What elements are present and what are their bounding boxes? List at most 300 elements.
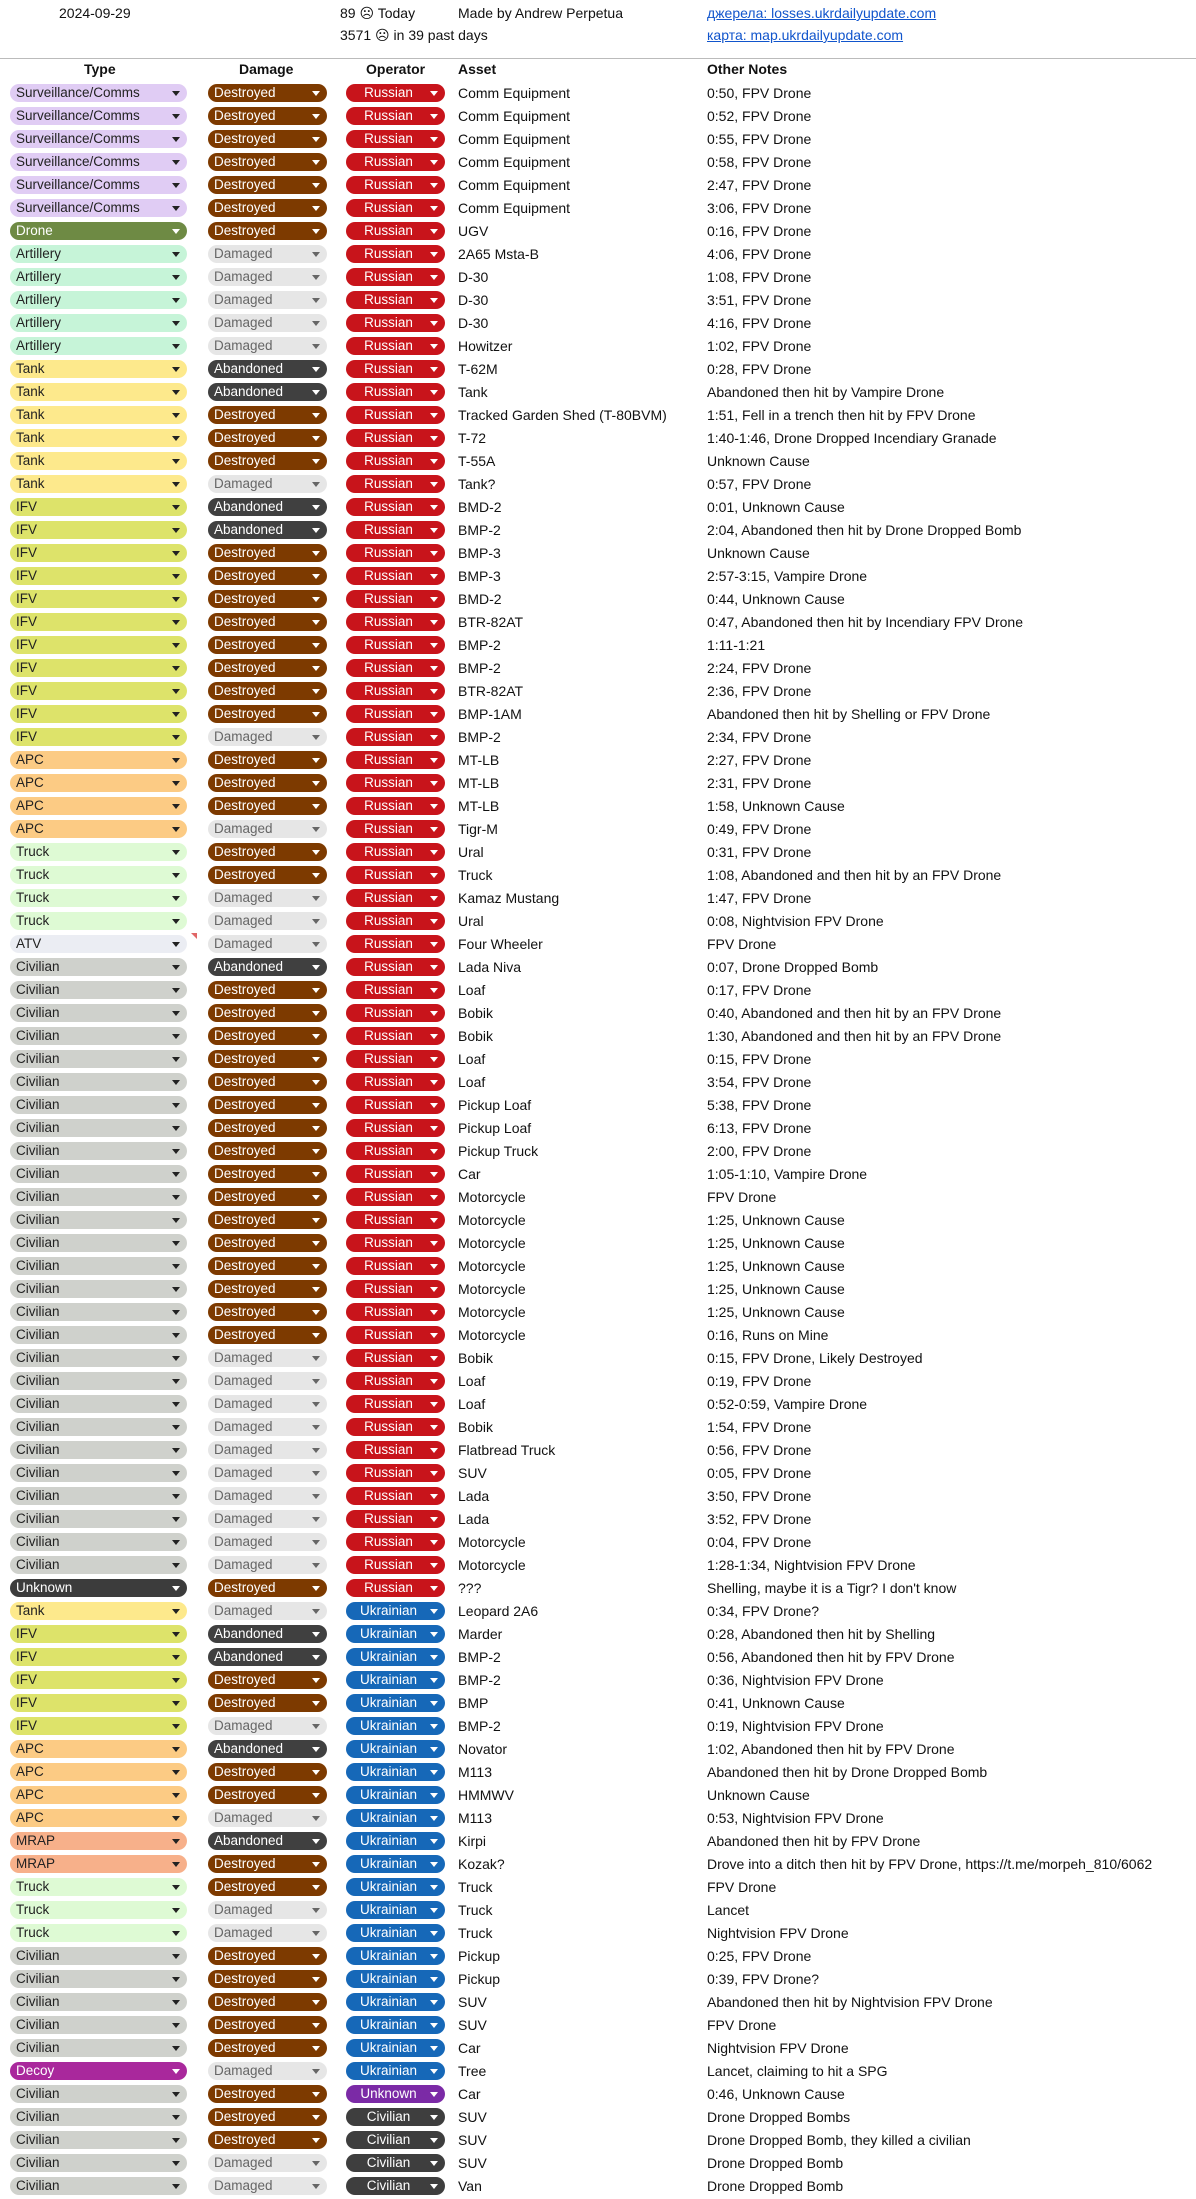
operator-dropdown[interactable] (346, 337, 445, 355)
asset-cell[interactable]: Pickup Loaf (458, 1097, 532, 1113)
operator-dropdown[interactable] (346, 1142, 445, 1160)
asset-cell[interactable]: Comm Equipment (458, 200, 571, 216)
operator-dropdown[interactable] (346, 590, 445, 608)
asset-cell[interactable]: BMP-3 (458, 568, 501, 584)
asset-cell[interactable]: Flatbread Truck (458, 1442, 556, 1458)
damage-dropdown[interactable] (208, 1970, 327, 1988)
notes-cell[interactable]: 0:31, FPV Drone (707, 844, 812, 860)
type-dropdown[interactable] (10, 705, 187, 723)
notes-cell[interactable]: 0:50, FPV Drone (707, 85, 812, 101)
asset-cell[interactable]: Truck (458, 867, 493, 883)
operator-dropdown[interactable] (346, 682, 445, 700)
type-dropdown[interactable] (10, 2177, 187, 2195)
notes-cell[interactable]: Unknown Cause (707, 453, 810, 469)
comment-indicator-icon[interactable] (191, 933, 197, 939)
type-dropdown[interactable] (10, 1395, 187, 1413)
notes-cell[interactable]: 0:52-0:59, Vampire Drone (707, 1396, 868, 1412)
asset-cell[interactable]: Comm Equipment (458, 177, 571, 193)
operator-dropdown[interactable] (346, 935, 445, 953)
notes-cell[interactable]: Abandoned then hit by Drone Dropped Bomb (707, 1764, 988, 1780)
damage-dropdown[interactable] (208, 912, 327, 930)
asset-cell[interactable]: T-62M (458, 361, 498, 377)
notes-cell[interactable]: 1:58, Unknown Cause (707, 798, 845, 814)
damage-dropdown[interactable] (208, 199, 327, 217)
damage-dropdown[interactable] (208, 1878, 327, 1896)
damage-dropdown[interactable] (208, 1717, 327, 1735)
type-dropdown[interactable] (10, 1901, 187, 1919)
type-dropdown[interactable] (10, 84, 187, 102)
notes-cell[interactable]: 2:24, FPV Drone (707, 660, 812, 676)
notes-cell[interactable]: 2:36, FPV Drone (707, 683, 812, 699)
type-dropdown[interactable] (10, 544, 187, 562)
notes-cell[interactable]: 0:04, FPV Drone (707, 1534, 812, 1550)
notes-cell[interactable]: 0:56, FPV Drone (707, 1442, 812, 1458)
asset-cell[interactable]: MT-LB (458, 798, 500, 814)
type-dropdown[interactable] (10, 774, 187, 792)
type-dropdown[interactable] (10, 1073, 187, 1091)
operator-dropdown[interactable] (346, 2177, 445, 2195)
type-dropdown[interactable] (10, 2131, 187, 2149)
operator-dropdown[interactable] (346, 1648, 445, 1666)
damage-dropdown[interactable] (208, 1211, 327, 1229)
type-dropdown[interactable] (10, 1418, 187, 1436)
notes-cell[interactable]: 1:02, Abandoned then hit by FPV Drone (707, 1741, 955, 1757)
notes-cell[interactable]: 0:05, FPV Drone (707, 1465, 812, 1481)
operator-dropdown[interactable] (346, 1855, 445, 1873)
operator-dropdown[interactable] (346, 866, 445, 884)
notes-cell[interactable]: 1:47, FPV Drone (707, 890, 812, 906)
notes-cell[interactable]: 0:41, Unknown Cause (707, 1695, 845, 1711)
damage-dropdown[interactable] (208, 2177, 327, 2195)
asset-cell[interactable]: D-30 (458, 292, 489, 308)
asset-cell[interactable]: BTR-82AT (458, 614, 524, 630)
notes-cell[interactable]: 0:19, Nightvision FPV Drone (707, 1718, 884, 1734)
asset-cell[interactable]: T-72 (458, 430, 487, 446)
type-dropdown[interactable] (10, 2154, 187, 2172)
operator-dropdown[interactable] (346, 2154, 445, 2172)
type-dropdown[interactable] (10, 1050, 187, 1068)
notes-cell[interactable]: 1:02, FPV Drone (707, 338, 812, 354)
operator-dropdown[interactable] (346, 429, 445, 447)
operator-dropdown[interactable] (346, 1165, 445, 1183)
damage-dropdown[interactable] (208, 1947, 327, 1965)
operator-dropdown[interactable] (346, 728, 445, 746)
damage-dropdown[interactable] (208, 1027, 327, 1045)
type-dropdown[interactable] (10, 1602, 187, 1620)
damage-dropdown[interactable] (208, 383, 327, 401)
type-dropdown[interactable] (10, 1188, 187, 1206)
asset-cell[interactable]: BMP-2 (458, 660, 501, 676)
damage-dropdown[interactable] (208, 1993, 327, 2011)
asset-cell[interactable]: Car (458, 2086, 481, 2102)
asset-cell[interactable]: BMD-2 (458, 591, 502, 607)
damage-dropdown[interactable] (208, 797, 327, 815)
operator-dropdown[interactable] (346, 1257, 445, 1275)
asset-cell[interactable]: Motorcycle (458, 1212, 526, 1228)
asset-cell[interactable]: SUV (458, 2155, 487, 2171)
damage-dropdown[interactable] (208, 659, 327, 677)
operator-dropdown[interactable] (346, 1349, 445, 1367)
asset-cell[interactable]: Bobik (458, 1005, 494, 1021)
asset-cell[interactable]: Motorcycle (458, 1189, 526, 1205)
notes-cell[interactable]: 0:16, Runs on Mine (707, 1327, 829, 1343)
operator-dropdown[interactable] (346, 912, 445, 930)
damage-dropdown[interactable] (208, 1280, 327, 1298)
notes-cell[interactable]: 2:47, FPV Drone (707, 177, 812, 193)
notes-cell[interactable]: Drone Dropped Bomb (707, 2178, 844, 2194)
type-dropdown[interactable] (10, 843, 187, 861)
type-dropdown[interactable] (10, 981, 187, 999)
asset-cell[interactable]: Car (458, 1166, 481, 1182)
asset-cell[interactable]: Ural (458, 913, 484, 929)
type-dropdown[interactable] (10, 1786, 187, 1804)
operator-dropdown[interactable] (346, 107, 445, 125)
damage-dropdown[interactable] (208, 820, 327, 838)
damage-dropdown[interactable] (208, 1142, 327, 1160)
type-dropdown[interactable] (10, 1326, 187, 1344)
damage-dropdown[interactable] (208, 452, 327, 470)
operator-dropdown[interactable] (346, 314, 445, 332)
type-dropdown[interactable] (10, 1096, 187, 1114)
notes-cell[interactable]: 0:34, FPV Drone? (707, 1603, 820, 1619)
damage-dropdown[interactable] (208, 2085, 327, 2103)
type-dropdown[interactable] (10, 383, 187, 401)
operator-dropdown[interactable] (346, 1970, 445, 1988)
damage-dropdown[interactable] (208, 1625, 327, 1643)
damage-dropdown[interactable] (208, 429, 327, 447)
asset-cell[interactable]: Loaf (458, 1373, 486, 1389)
notes-cell[interactable]: Abandoned then hit by Nightvision FPV Drone (707, 1994, 993, 2010)
type-dropdown[interactable] (10, 1349, 187, 1367)
damage-dropdown[interactable] (208, 843, 327, 861)
damage-dropdown[interactable] (208, 498, 327, 516)
damage-dropdown[interactable] (208, 2108, 327, 2126)
operator-dropdown[interactable] (346, 1372, 445, 1390)
notes-cell[interactable]: 0:46, Unknown Cause (707, 2086, 845, 2102)
asset-cell[interactable]: Kozak? (458, 1856, 505, 1872)
damage-dropdown[interactable] (208, 1533, 327, 1551)
asset-cell[interactable]: Loaf (458, 1051, 486, 1067)
notes-cell[interactable]: Nightvision FPV Drone (707, 1925, 849, 1941)
damage-dropdown[interactable] (208, 130, 327, 148)
notes-cell[interactable]: 2:04, Abandoned then hit by Drone Dropped Bomb (707, 522, 1022, 538)
notes-cell[interactable]: 2:31, FPV Drone (707, 775, 812, 791)
asset-cell[interactable]: Pickup (458, 1948, 501, 1964)
notes-cell[interactable]: Abandoned then hit by Vampire Drone (707, 384, 945, 400)
damage-dropdown[interactable] (208, 1855, 327, 1873)
asset-cell[interactable]: BMP (458, 1695, 489, 1711)
notes-cell[interactable]: 5:38, FPV Drone (707, 1097, 812, 1113)
damage-dropdown[interactable] (208, 2062, 327, 2080)
operator-dropdown[interactable] (346, 1878, 445, 1896)
operator-dropdown[interactable] (346, 452, 445, 470)
asset-cell[interactable]: Truck (458, 1879, 493, 1895)
type-dropdown[interactable] (10, 1280, 187, 1298)
notes-cell[interactable]: 0:01, Unknown Cause (707, 499, 845, 515)
operator-dropdown[interactable] (346, 1303, 445, 1321)
operator-dropdown[interactable] (346, 1211, 445, 1229)
notes-cell[interactable]: 0:44, Unknown Cause (707, 591, 845, 607)
asset-cell[interactable]: Comm Equipment (458, 154, 571, 170)
damage-dropdown[interactable] (208, 866, 327, 884)
notes-cell[interactable]: 3:54, FPV Drone (707, 1074, 812, 1090)
notes-cell[interactable]: 0:15, FPV Drone (707, 1051, 812, 1067)
damage-dropdown[interactable] (208, 1188, 327, 1206)
operator-dropdown[interactable] (346, 2016, 445, 2034)
operator-dropdown[interactable] (346, 1533, 445, 1551)
operator-dropdown[interactable] (346, 2085, 445, 2103)
damage-dropdown[interactable] (208, 1349, 327, 1367)
notes-cell[interactable]: Shelling, maybe it is a Tigr? I don't know (707, 1580, 957, 1596)
asset-cell[interactable]: SUV (458, 2109, 487, 2125)
asset-cell[interactable]: Four Wheeler (458, 936, 543, 952)
notes-cell[interactable]: 0:15, FPV Drone, Likely Destroyed (707, 1350, 923, 1366)
operator-dropdown[interactable] (346, 774, 445, 792)
damage-dropdown[interactable] (208, 1602, 327, 1620)
operator-dropdown[interactable] (346, 291, 445, 309)
type-dropdown[interactable] (10, 360, 187, 378)
notes-cell[interactable]: 0:17, FPV Drone (707, 982, 812, 998)
type-dropdown[interactable] (10, 130, 187, 148)
damage-dropdown[interactable] (208, 153, 327, 171)
asset-cell[interactable]: Motorcycle (458, 1304, 526, 1320)
asset-cell[interactable]: HMMWV (458, 1787, 514, 1803)
asset-cell[interactable]: Loaf (458, 982, 486, 998)
asset-cell[interactable]: Bobik (458, 1028, 494, 1044)
type-dropdown[interactable] (10, 2108, 187, 2126)
damage-dropdown[interactable] (208, 935, 327, 953)
type-dropdown[interactable] (10, 1027, 187, 1045)
damage-dropdown[interactable] (208, 2016, 327, 2034)
type-dropdown[interactable] (10, 406, 187, 424)
damage-dropdown[interactable] (208, 1763, 327, 1781)
type-dropdown[interactable] (10, 1947, 187, 1965)
damage-dropdown[interactable] (208, 1257, 327, 1275)
type-dropdown[interactable] (10, 1993, 187, 2011)
asset-cell[interactable]: SUV (458, 2017, 487, 2033)
asset-cell[interactable]: Motorcycle (458, 1534, 526, 1550)
type-dropdown[interactable] (10, 1832, 187, 1850)
notes-cell[interactable]: 0:28, Abandoned then hit by Shelling (707, 1626, 936, 1642)
damage-dropdown[interactable] (208, 636, 327, 654)
damage-dropdown[interactable] (208, 751, 327, 769)
operator-dropdown[interactable] (346, 1073, 445, 1091)
damage-dropdown[interactable] (208, 1372, 327, 1390)
operator-dropdown[interactable] (346, 1671, 445, 1689)
damage-dropdown[interactable] (208, 475, 327, 493)
type-dropdown[interactable] (10, 337, 187, 355)
operator-dropdown[interactable] (346, 1004, 445, 1022)
notes-cell[interactable]: Unknown Cause (707, 545, 810, 561)
asset-cell[interactable]: Ural (458, 844, 484, 860)
asset-cell[interactable]: Loaf (458, 1396, 486, 1412)
operator-dropdown[interactable] (346, 1096, 445, 1114)
asset-cell[interactable]: Pickup Truck (458, 1143, 539, 1159)
asset-cell[interactable]: SUV (458, 1465, 487, 1481)
type-dropdown[interactable] (10, 636, 187, 654)
operator-dropdown[interactable] (346, 797, 445, 815)
asset-cell[interactable]: BTR-82AT (458, 683, 524, 699)
asset-cell[interactable]: Tank? (458, 476, 496, 492)
asset-cell[interactable]: Comm Equipment (458, 108, 571, 124)
asset-cell[interactable]: Motorcycle (458, 1235, 526, 1251)
operator-dropdown[interactable] (346, 1717, 445, 1735)
operator-dropdown[interactable] (346, 1556, 445, 1574)
operator-dropdown[interactable] (346, 1763, 445, 1781)
type-dropdown[interactable] (10, 2085, 187, 2103)
type-dropdown[interactable] (10, 613, 187, 631)
operator-dropdown[interactable] (346, 1234, 445, 1252)
asset-cell[interactable]: BMP-1AM (458, 706, 522, 722)
type-dropdown[interactable] (10, 1625, 187, 1643)
damage-dropdown[interactable] (208, 1579, 327, 1597)
damage-dropdown[interactable] (208, 728, 327, 746)
type-dropdown[interactable] (10, 2039, 187, 2057)
asset-cell[interactable]: Car (458, 2040, 481, 2056)
operator-dropdown[interactable] (346, 751, 445, 769)
operator-dropdown[interactable] (346, 176, 445, 194)
damage-dropdown[interactable] (208, 521, 327, 539)
damage-dropdown[interactable] (208, 1740, 327, 1758)
type-dropdown[interactable] (10, 475, 187, 493)
operator-dropdown[interactable] (346, 268, 445, 286)
asset-cell[interactable]: BMP-2 (458, 1649, 501, 1665)
damage-dropdown[interactable] (208, 222, 327, 240)
type-dropdown[interactable] (10, 1671, 187, 1689)
damage-dropdown[interactable] (208, 1165, 327, 1183)
asset-cell[interactable]: 2A65 Msta-B (458, 246, 539, 262)
type-dropdown[interactable] (10, 1533, 187, 1551)
map-link[interactable]: карта: map.ukrdailyupdate.com (707, 27, 904, 43)
notes-cell[interactable]: 1:25, Unknown Cause (707, 1304, 845, 1320)
notes-cell[interactable]: 2:34, FPV Drone (707, 729, 812, 745)
notes-cell[interactable]: 2:00, FPV Drone (707, 1143, 812, 1159)
notes-cell[interactable]: 2:27, FPV Drone (707, 752, 812, 768)
type-dropdown[interactable] (10, 728, 187, 746)
type-dropdown[interactable] (10, 1717, 187, 1735)
asset-cell[interactable]: Van (458, 2178, 482, 2194)
damage-dropdown[interactable] (208, 544, 327, 562)
asset-cell[interactable]: Lada (458, 1511, 490, 1527)
asset-cell[interactable]: Howitzer (458, 338, 513, 354)
type-dropdown[interactable] (10, 866, 187, 884)
damage-dropdown[interactable] (208, 1786, 327, 1804)
damage-dropdown[interactable] (208, 1901, 327, 1919)
asset-cell[interactable]: UGV (458, 223, 489, 239)
operator-dropdown[interactable] (346, 2039, 445, 2057)
damage-dropdown[interactable] (208, 682, 327, 700)
asset-cell[interactable]: Truck (458, 1925, 493, 1941)
damage-dropdown[interactable] (208, 1073, 327, 1091)
damage-dropdown[interactable] (208, 2131, 327, 2149)
operator-dropdown[interactable] (346, 1441, 445, 1459)
type-dropdown[interactable] (10, 889, 187, 907)
damage-dropdown[interactable] (208, 1119, 327, 1137)
damage-dropdown[interactable] (208, 291, 327, 309)
notes-cell[interactable]: Nightvision FPV Drone (707, 2040, 849, 2056)
type-dropdown[interactable] (10, 1165, 187, 1183)
notes-cell[interactable]: Drone Dropped Bomb, they killed a civilian (707, 2132, 971, 2148)
damage-dropdown[interactable] (208, 1556, 327, 1574)
notes-cell[interactable]: 0:28, FPV Drone (707, 361, 812, 377)
type-dropdown[interactable] (10, 1855, 187, 1873)
notes-cell[interactable]: 0:39, FPV Drone? (707, 1971, 820, 1987)
operator-dropdown[interactable] (346, 1625, 445, 1643)
notes-cell[interactable]: Lancet (707, 1902, 750, 1918)
asset-cell[interactable]: Tree (458, 2063, 487, 2079)
type-dropdown[interactable] (10, 1763, 187, 1781)
notes-cell[interactable]: 1:30, Abandoned and then hit by an FPV Drone (707, 1028, 1002, 1044)
operator-dropdown[interactable] (346, 636, 445, 654)
operator-dropdown[interactable] (346, 1602, 445, 1620)
type-dropdown[interactable] (10, 429, 187, 447)
type-dropdown[interactable] (10, 245, 187, 263)
type-dropdown[interactable] (10, 1441, 187, 1459)
notes-cell[interactable]: 1:40-1:46, Drone Dropped Incendiary Granade (707, 430, 997, 446)
asset-cell[interactable]: Motorcycle (458, 1281, 526, 1297)
notes-cell[interactable]: Lancet, claiming to hit a SPG (707, 2063, 888, 2079)
damage-dropdown[interactable] (208, 1487, 327, 1505)
type-dropdown[interactable] (10, 1119, 187, 1137)
operator-dropdown[interactable] (346, 1740, 445, 1758)
type-dropdown[interactable] (10, 521, 187, 539)
operator-dropdown[interactable] (346, 199, 445, 217)
asset-cell[interactable]: Pickup Loaf (458, 1120, 532, 1136)
operator-dropdown[interactable] (346, 1993, 445, 2011)
notes-cell[interactable]: 3:52, FPV Drone (707, 1511, 812, 1527)
notes-cell[interactable]: 0:16, FPV Drone (707, 223, 812, 239)
damage-dropdown[interactable] (208, 774, 327, 792)
operator-dropdown[interactable] (346, 1027, 445, 1045)
asset-cell[interactable]: Comm Equipment (458, 131, 571, 147)
notes-cell[interactable]: 1:25, Unknown Cause (707, 1212, 845, 1228)
operator-dropdown[interactable] (346, 383, 445, 401)
asset-cell[interactable]: Kirpi (458, 1833, 487, 1849)
type-dropdown[interactable] (10, 682, 187, 700)
operator-dropdown[interactable] (346, 2108, 445, 2126)
type-dropdown[interactable] (10, 1372, 187, 1390)
type-dropdown[interactable] (10, 222, 187, 240)
type-dropdown[interactable] (10, 176, 187, 194)
type-dropdown[interactable] (10, 2016, 187, 2034)
asset-cell[interactable]: SUV (458, 2132, 487, 2148)
asset-cell[interactable]: Loaf (458, 1074, 486, 1090)
operator-dropdown[interactable] (346, 705, 445, 723)
damage-dropdown[interactable] (208, 1303, 327, 1321)
asset-cell[interactable]: Motorcycle (458, 1557, 526, 1573)
notes-cell[interactable]: Unknown Cause (707, 1787, 810, 1803)
damage-dropdown[interactable] (208, 1648, 327, 1666)
notes-cell[interactable]: 1:25, Unknown Cause (707, 1258, 845, 1274)
notes-cell[interactable]: 1:08, Abandoned and then hit by an FPV Drone (707, 867, 1002, 883)
notes-cell[interactable]: 0:56, Abandoned then hit by FPV Drone (707, 1649, 955, 1665)
operator-dropdown[interactable] (346, 889, 445, 907)
asset-cell[interactable]: Lada (458, 1488, 490, 1504)
operator-dropdown[interactable] (346, 659, 445, 677)
notes-cell[interactable]: 0:36, Nightvision FPV Drone (707, 1672, 884, 1688)
asset-cell[interactable]: Comm Equipment (458, 85, 571, 101)
operator-dropdown[interactable] (346, 544, 445, 562)
type-dropdown[interactable] (10, 751, 187, 769)
type-dropdown[interactable] (10, 1303, 187, 1321)
operator-dropdown[interactable] (346, 498, 445, 516)
type-dropdown[interactable] (10, 1924, 187, 1942)
type-dropdown[interactable] (10, 935, 187, 953)
damage-dropdown[interactable] (208, 1694, 327, 1712)
type-dropdown[interactable] (10, 567, 187, 585)
type-dropdown[interactable] (10, 1556, 187, 1574)
damage-dropdown[interactable] (208, 1096, 327, 1114)
